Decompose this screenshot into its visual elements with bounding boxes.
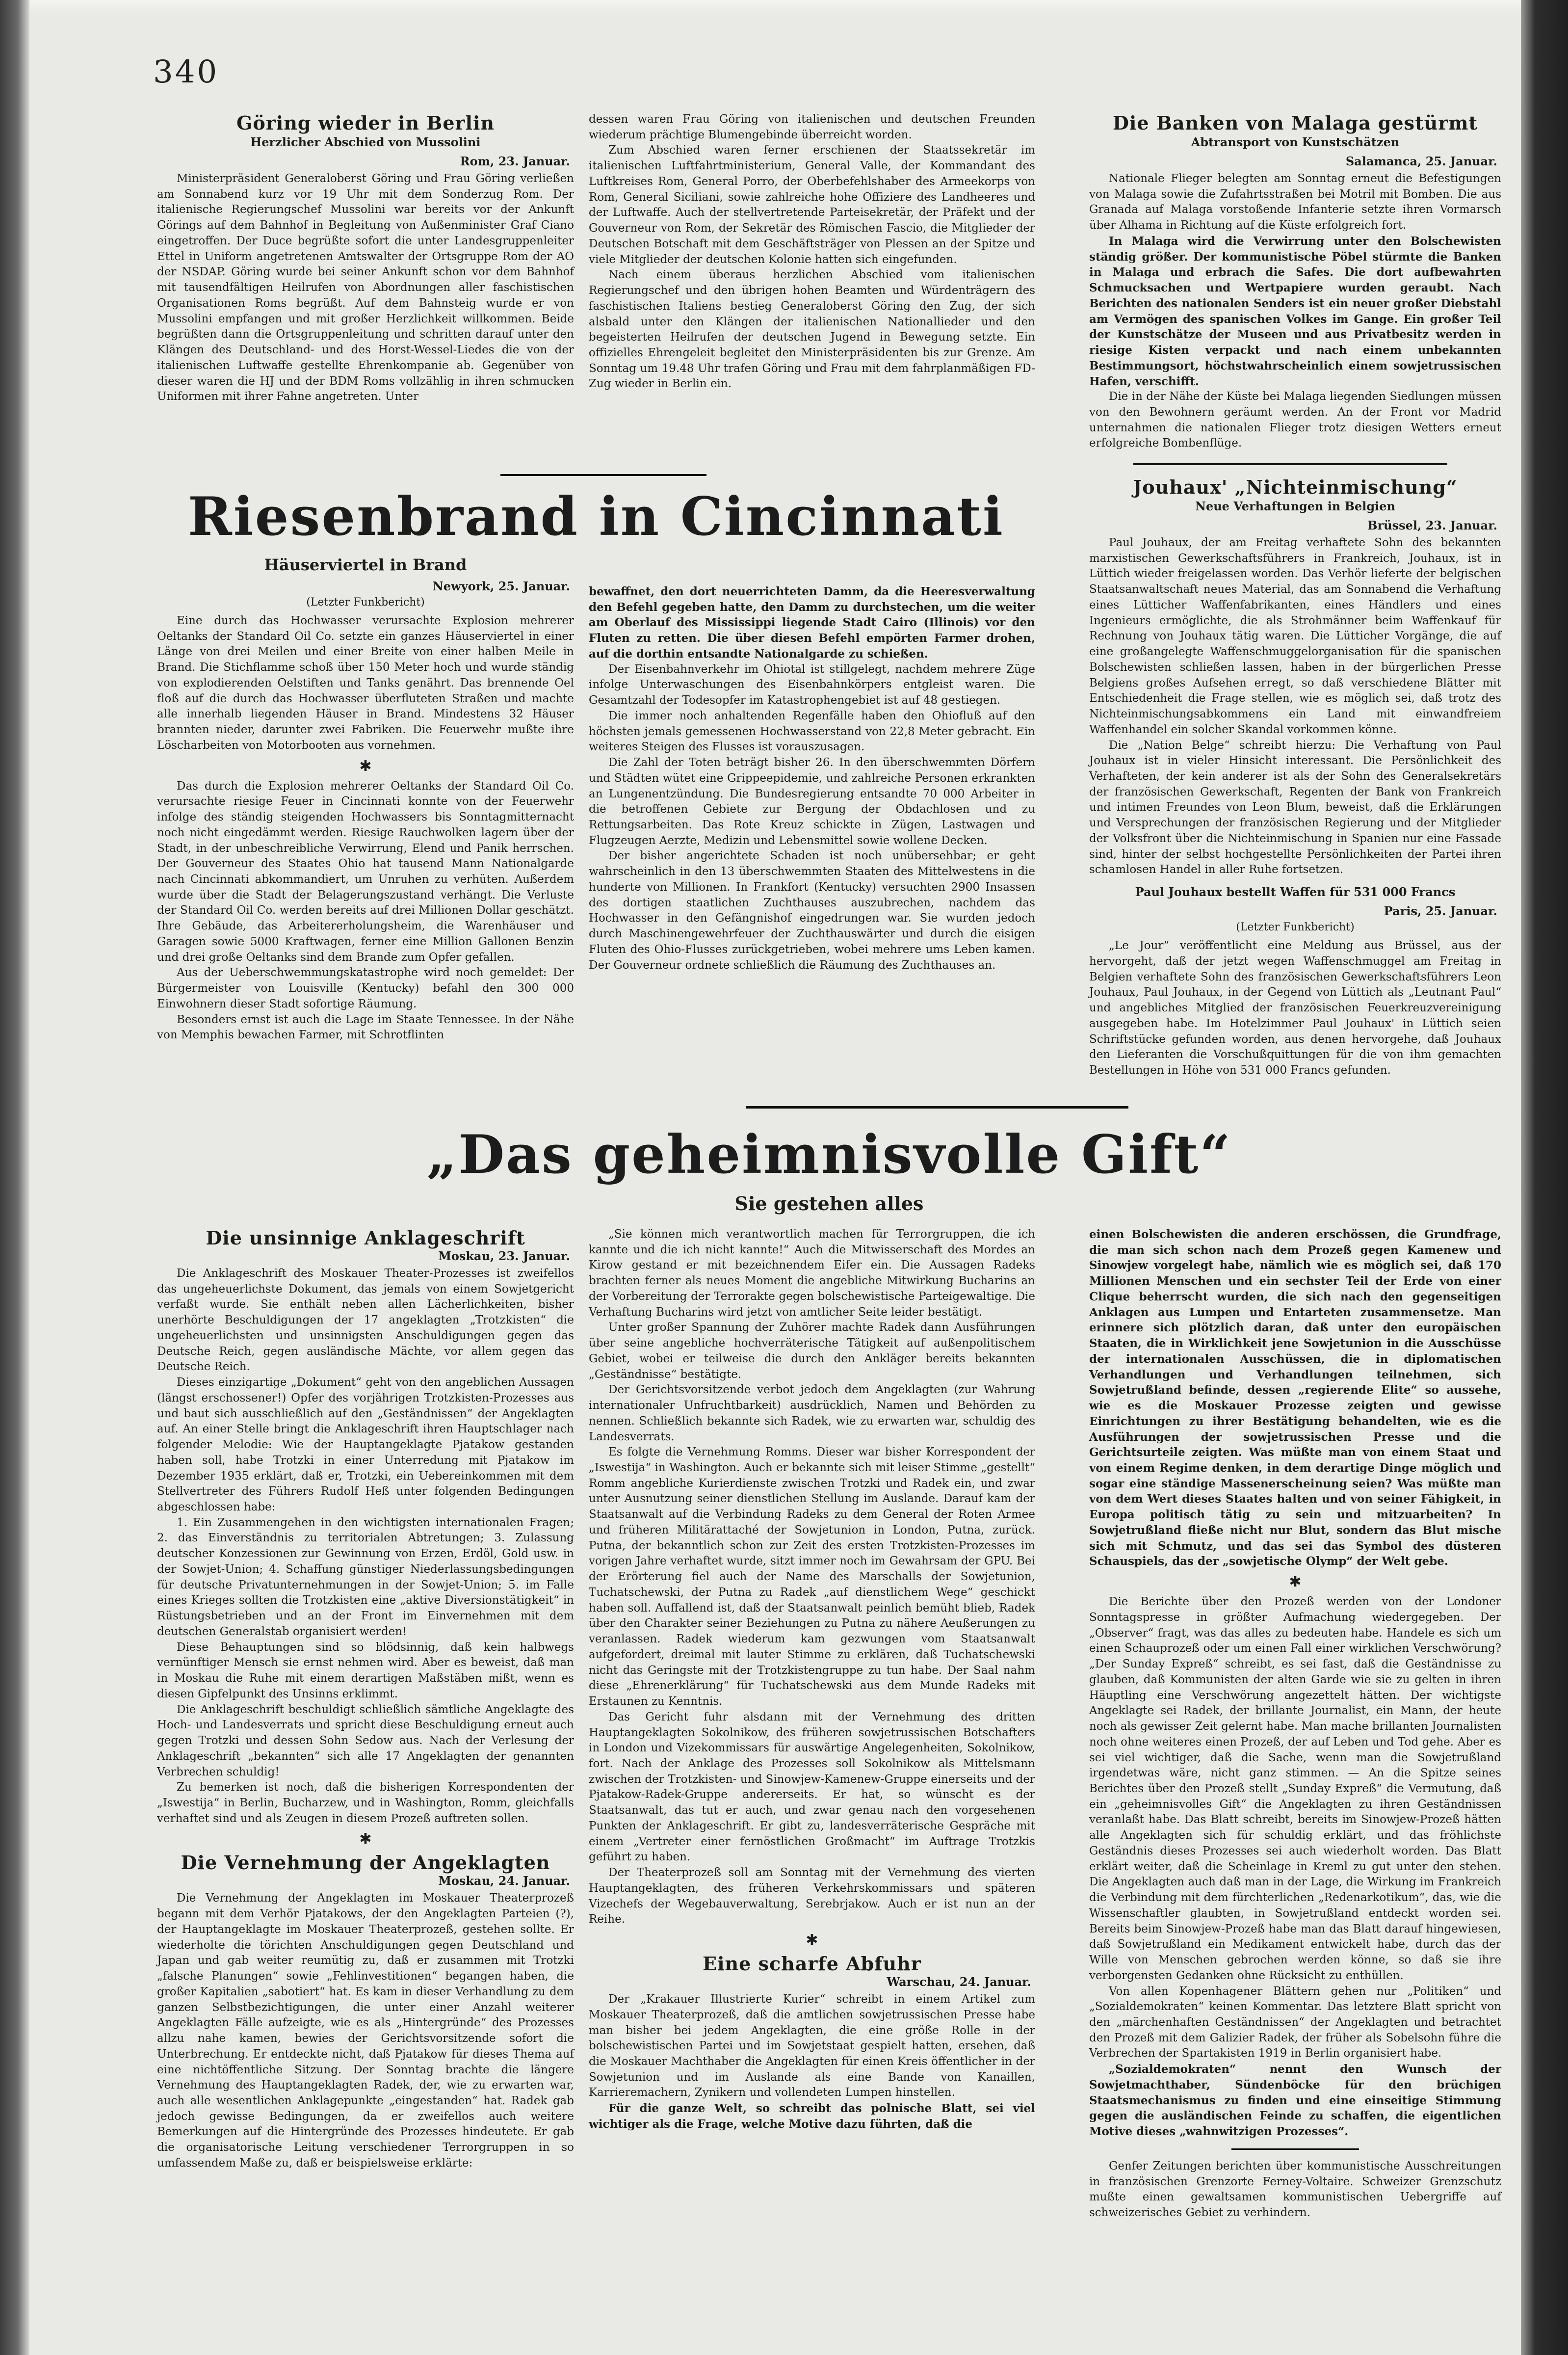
article-paragraph: Die Vernehmung der Angeklagten im Moskauer Theaterprozeß begann mit dem Verhör Pjatakows, der den Angeklagten Parteien (?), der Hauptangeklagte im Moskauer Theaterprozeß, gestehen sollte. Er wiederholte die törichten Anschuldigungen gegen Deutschland und Japan und gab weiter reumütig zu, daß er zusammen mit Trotzki „falsche Planungen“ sowie „Fehlinvestitionen“ begangen haben, die großer Kapitalien „sabotiert“ hat. Es kam in dieser Verhandlung zu dem ganzen Selbstbezichtigungen, die unter einer Anzahl weiterer Angeklagten Fälle aufzeigte, wie es als „Hintergründe“ des Prozesses allzu nahe kamen, bewies der Gerichtsvorsitzende sofort die Unterbrechung. Er entdeckte nicht, daß Pjatakow für dieses Thema auf eine nichtöffentliche Sitzung. Der Sonntag brachte die längere Vernehmung des Hauptangeklagten Radek, der, wie zu erwarten war, auch alle wesentlichen Anklagepunkte „eingestanden“ hat. Radek gab jedoch gewisse Bedingungen, da er zweifellos auch weitere Bemerkungen auf die Hintergründe des Prozesses hindeutete. Er gab die organisatorische Leitung verschiedener Terrorgruppen in so umfassendem Maße zu, daß er beispielsweise erklärte:	[157, 1892, 574, 2170]
article-paragraph: Zum Abschied waren ferner erschienen der Staatssekretär im italienischen Luftfahrtministerium, General Valle, der Kommandant des Luftkreises Rom, General Porro, der Oberbefehlshaber des Armeekorps von Rom, General Siciliani, sowie zahlreiche hohe Offiziere des Landheeres und der Luftwaffe. Auch der stellvertretende Parteisekretär, der Präfekt und der Gouverneur von Rom, der Sekretär des Römischen Fascio, die Mitglieder der Deutschen Botschaft mit dem Geschäftsträger von Plessen an der Spitze und viele Mitglieder der deutschen Kolonie hatten sich eingefunden.	[589, 144, 1035, 266]
article-paragraph: Genfer Zeitungen berichten über kommunistische Ausschreitungen in französischen Grenzorte Ferney-Voltaire. Schweizer Grenzschutz mußte einen gewaltsamen kommunistischen Uebergriffe auf schweizerisches Gebiet zu verhindern.	[1089, 2159, 1501, 2220]
article-paragraph: Der Theaterprozeß soll am Sonntag mit der Vernehmung des vierten Hauptangeklagten, des früheren Verkehrskommissars und späteren Vizechefs der Wegebauverwaltung, Serebrjakow. Auch er ist nun an der Reihe.	[589, 1866, 1035, 1926]
dateline: Warschau, 24. Januar.	[887, 1975, 1031, 1989]
article-paragraph: „Le Jour“ veröffentlicht eine Meldung aus Brüssel, aus der hervorgeht, daß der jetzt wegen Waffenschmuggel am Freitag in Belgien verhaftete Sohn des französischen Gewerkschaftsführers Leon Jouhaux, Paul Jouhaux, in der Gegend von Lüttich als „Leutnant Paul“ und angebliches Mitglied der französischen Feuerkreuzvereinigung ausgegeben habe. Im Hotelzimmer Paul Jouhaux' in Lüttich seien Schriftstücke gefunden worden, aus denen hervorgehe, daß Jouhaux den Lieferanten die Vorschußquittungen für die von ihm gemachten Bestellungen in Höhe von 531 000 Francs gefunden.	[1089, 939, 1501, 1077]
article-paragraph: dessen waren Frau Göring von italienischen und deutschen Freunden wiederum prächtige Blumengebinde überreicht worden.	[589, 113, 1035, 141]
article-paragraph: Der Eisenbahnverkehr im Ohiotal ist stillgelegt, nachdem mehrere Züge infolge Unterwaschungen des Eisenbahnkörpers entgleist waren. Die Gesamtzahl der Todesopfer im Katastrophengebiet ist auf 48 gestiegen.	[589, 662, 1035, 707]
article-paragraph: Paul Jouhaux, der am Freitag verhaftete Sohn des bekannten marxistischen Gewerkschaftsführers in Frankreich, Jouhaux, ist in Lüttich wieder freigelassen worden. Das Verhör lieferte der belgischen Staatsanwaltschaft neues Material, das am Sonnabend die Verhaftung eines Lütticher Waffenfabrikanten, eines Händlers und eines Ingenieurs ermöglichte, die als Strohmänner beim Waffenkauf für Rechnung von Jouhaux tätig waren. Die Lütticher Vorgänge, die auf eine großangelegte Waffenschmuggelorganisation für die spanischen Bolschewisten schließen lassen, haben in der bürgerlichen Presse Belgiens großes Aufsehen erregt, so daß verschiedene Blätter mit Entschiedenheit die Frage stellen, wie es möglich sei, daß trotz des Nichteinmischungsabkommens ein Land mit einwandfreiem Waffenhandel ein solcher Skandal vorkommen könne.	[1089, 536, 1501, 736]
main-headline-cincinnati: Riesenbrand in Cincinnati	[188, 486, 1004, 548]
article-paragraph: Unter großer Spannung der Zuhörer machte Radek dann Ausführungen über seine angebliche hochverräterische Tätigkeit auf außenpolitischem Gebiet, wobei er teilweise die durch den Ankläger bereits bekannten „Geständnisse“ bestätigte.	[589, 1321, 1035, 1381]
article-paragraph: bewaffnet, den dort neuerrichteten Damm, da die Heeresverwaltung den Befehl gegeben hatte, den Damm zu durchstechen, um die weiter am Oberlauf des Mississippi liegende Stadt Cairo (Illinois) vor den Fluten zu retten. Die über diesen Befehl empörten Farmer drohen, auf die dorthin entsandte Nationalgarde zu schießen.	[589, 585, 1035, 661]
article-subheadline: Paul Jouhaux bestellt Waffen für 531 000 Francs	[1135, 885, 1456, 900]
dateline: Paris, 25. Januar.	[1384, 904, 1497, 919]
article-subheadline: Häuserviertel in Brand	[264, 556, 467, 574]
article-paragraph: Besonders ernst ist auch die Lage im Staate Tennessee. In der Nähe von Memphis bewachen Farmer, mit Schrotflinten	[157, 1013, 574, 1042]
article-paragraph: Der bisher angerichtete Schaden ist noch unübersehbar; er geht wahrscheinlich in den 13 überschwemmten Staaten des Mittelwestens in die hunderte von Millionen. In Frankfort (Kentucky) versuchten 2900 Insassen des dortigen staatlichen Zuchthauses auszubrechen, nachdem das Hochwasser in den Gefängnishof eingedrungen war. Sie wurden jedoch durch Maschinengewehrfeuer der Zuchthauswärter und durch die eisigen Fluten des Ohio-Flusses zurückgetrieben, wobei mehrere ums Leben kamen. Der Gouverneur ordnete schließlich die Räumung des Zuchthauses an.	[589, 849, 1035, 972]
scan-border-right	[1521, 0, 1568, 2355]
asterisk-separator: ✱	[1289, 1573, 1302, 1591]
article-paragraph: Die „Nation Belge“ schreibt hierzu: Die Verhaftung von Paul Jouhaux ist in vieler Hinsicht interessant. Die Persönlichkeit des Verhafteten, der kein anderer ist als der Sohn des Generalsekretärs der französischen Gewerkschaft, Regenten der Bank von Frankreich und intimen Freundes von Leon Blum, beweist, daß die Erklärungen und Versprechungen der französischen Regierung und der Mitglieder der Volksfront über die Nichteinmischung in Spanien nur eine Fassade sind, hinter der selbst hochgestellte Persönlichkeiten der Partei ihren schamlosen Handel in aller Ruhe fortsetzen.	[1089, 739, 1501, 876]
asterisk-separator: ✱	[359, 1830, 372, 1848]
article-paragraph: „Sie können mich verantwortlich machen für Terrorgruppen, die ich kannte und die ich nicht kannte!“ Auch die Mitwisserschaft des Mordes an Kirow gestand er mit bezeichnendem Eifer ein. Die Aussagen Radeks brachten ferner als neues Moment die angebliche Mitwirkung Bucharins an der Vorbereitung der Terrorakte gegen bolschewistische Parteigewaltige. Die Verhaftung Bucharins wird jetzt von amtlicher Seite leider bestätigt.	[589, 1228, 1035, 1319]
article-paragraph: Die Anklageschrift des Moskauer Theater-Prozesses ist zweifellos das ungeheuerlichste Dokument, das jemals von einem Sowjetgericht verfaßt wurde. Sie enthält neben allen Lächerlichkeiten, bisher unerhörte Beschuldigungen der 17 angeklagten „Trotzkisten“ die ungeheuerlichsten und unsinnigsten Anschuldigungen gegen das Deutsche Reich, gegen ausländische Mächte, vor allem gegen das Deutsche Reich.	[157, 1267, 574, 1374]
dateline: Newyork, 25. Januar.	[432, 579, 570, 593]
dateline: Moskau, 23. Januar.	[438, 1249, 570, 1263]
article-paragraph: Das Gericht fuhr alsdann mit der Vernehmung des dritten Hauptangeklagten Sokolnikow, des früheren sowjetrussischen Botschafters in London und Vizekommissars für auswärtige Angelegenheiten, Sokolnikow, fort. Nach der Anklage des Prozesses soll Sokolnikow als Mittelsmann zwischen der Trotzkisten- und Sinowjew-Kamenew-Gruppe einerseits und der Pjatakow-Radek-Gruppe andererseits. Er hat, so wünscht es der Staatsanwalt, das tut er auch, und zwar genau nach den vorgesehenen Punkten der Anklageschrift. Er gibt zu, landesverräterische Gespräche mit einem „Vertreter einer fernöstlichen Großmacht“ im Auftrage Trotzkis geführt zu haben.	[589, 1710, 1035, 1864]
article-paragraph: Für die ganze Welt, so schreibt das polnische Blatt, sei viel wichtiger als die Frage, welche Motive dazu führten, daß die	[589, 2102, 1035, 2131]
article-paragraph: Von allen Kopenhagener Blättern gehen nur „Politiken“ und „Sozialdemokraten“ keinen Kommentar. Das letztere Blatt spricht von den „märchenhaften Geständnissen“ der Angeklagten und betrachtet den Prozeß mit dem Galizier Radek, der früher als Sobelsohn führe die Verbrechen der Spartakisten 1919 in Berlin organisiert habe.	[1089, 1985, 1501, 2060]
article-goering	[157, 112, 574, 405]
article-subheadline: Neue Verhaftungen in Belgien	[1195, 499, 1395, 513]
article-gift-middle	[589, 1227, 1035, 2132]
article-paragraph: einen Bolschewisten die anderen erschössen, die Grundfrage, die man sich schon nach dem Prozeß gegen Kamenew und Sinowjew vorgelegt habe, nämlich wie es möglich sei, daß 170 Millionen Menschen und ein sechster Teil der Erde von einer Clique beherrscht wurden, die sich nach den gegenseitigen Anklagen aus Lumpen und Entarteten zusammensetze. Man erinnere sich plötzlich daran, daß unter den europäischen Staaten, die in Wirklichkeit jene Sowjetunion in die Ausschüsse der internationalen Ausschüssen, die in diplomatischen Verhandlungen und Verhandlungen teilnehmen, sich Sowjetrußland befinde, dessen „regierende Elite“ so aussehe, wie es die Moskauer Prozesse zeigten und gewisse Einrichtungen zu ihrer Bestätigung behandelten, wie es die Ausführungen der sowjetrussischen Presse und die Gerichtsurteile zeigten. Was müßte man von einem Staat und von einem Regime denken, in dem derartige Dinge möglich und sogar eine ständige Massenerscheinung seien? Was müßte man von dem Wert dieses Staates halten und von seiner Fähigkeit, in Europa politisch tätig zu sein und mitzuarbeiten? In Sowjetrußland fließe nicht nur Blut, sondern das Blut mische sich mit Schmutz, und das sei das Symbol des düsteren Schauspiels, das der „sowjetische Olymp“ der Welt gebe.	[1089, 1228, 1501, 1568]
article-gift-right	[1089, 1227, 1501, 2221]
dateline: Brüssel, 23. Januar.	[1367, 518, 1497, 532]
article-paragraph: In Malaga wird die Verwirrung unter den Bolschewisten ständig größer. Der kommunistische Pöbel stürmte die Banken in Malaga und erbrach die Safes. Die dort aufbewahrten Schmucksachen und Wertpapiere wurden geraubt. Nach Berichten des nationalen Senders ist ein neuer großer Diebstahl am Vermögen des spanischen Volkes im Gange. Ein großer Teil der Kunstschätze der Museen und aus Privatbesitz werden in riesige Kisten verpackt und nach einem unbekannten Bestimmungsort, höchstwahrscheinlich einem sowjetrussischen Hafen, verschifft.	[1089, 234, 1501, 388]
asterisk-separator: ✱	[359, 757, 372, 775]
article-paragraph: Ministerpräsident Generaloberst Göring und Frau Göring verließen am Sonnabend kurz vor 19 Uhr mit dem Sonderzug Rom. Der italienische Regierungschef Mussolini war bereits vor der Ankunft Görings auf dem Bahnhof in Begleitung von Außenminister Graf Ciano eingetroffen. Der Duce begrüßte sofort die unter Landesgruppenleiter Ettel in Uniform angetretenen Amtswalter der Ortsgruppe Rom der AO der NSDAP. Göring wurde bei seiner Ankunft schon vor dem Bahnhof mit tausendfältigen Heilrufen von Abordnungen aller faschistischen Organisationen Roms begrüßt. Auf dem Bahnsteig wurde er von Mussolini empfangen und mit großer Herzlichkeit willkommen. Beide begrüßten dann die Ortsgruppenleitung und schritten darauf unter den Klängen des Deutschland- und des Horst-Wessel-Liedes die von der italienischen Luftwaffe gestellte Ehrenkompanie ab. Gegenüber von dieser waren die HJ und der BDM Roms vollzählig in ihren schmucken Uniformen mit ihrer Fahne angetreten. Unter	[157, 172, 574, 403]
dateline: Salamanca, 25. Januar.	[1345, 154, 1497, 168]
section-divider	[1231, 2148, 1359, 2150]
article-subheadline: Herzlicher Abschied von Mussolini	[250, 135, 481, 149]
article-paragraph: „Sozialdemokraten“ nennt den Wunsch der Sowjetmachthaber, Sündenböcke für den brüchigen Staatsmechanismus zu finden und eine einseitige Stimmung gegen die ausländischen Feinde zu schaffen, die eigentlichen Motive dieses „wahnwitzigen Prozesses“.	[1089, 2063, 1501, 2139]
article-paragraph: Diese Behauptungen sind so blödsinnig, daß kein halbwegs vernünftiger Mensch sie ernst nehmen wird. Aber es beweist, daß man in Moskau die Ruhe mit einem derartigen Maßstäben mißt, wenn es diesen Gipfelpunkt des Unsinns erklimmt.	[157, 1641, 574, 1700]
asterisk-separator: ✱	[806, 1932, 818, 1949]
article-paragraph: Der Gerichtsvorsitzende verbot jedoch dem Angeklagten (zur Wahrung internationaler Unfruchtbarkeit) ausdrücklich, Namen und Behörden zu nennen. Schließlich bekannte sich Radek, wie zu erwarten war, schuldig des Landesverrats.	[589, 1383, 1035, 1443]
article-headline: Die Banken von Malaga gestürmt	[1112, 112, 1478, 134]
news-credit: (Letzter Funkbericht)	[306, 596, 425, 609]
article-paragraph: Das durch die Explosion mehrerer Oeltanks der Standard Oil Co. verursachte riesige Feuer in Cincinnati konnte von der Feuerwehr infolge des ständig steigenden Hochwassers bis Sonntagmitternacht noch nicht eingedämmt werden. Riesige Rauchwolken lagern über der Stadt, in der unbeschreibliche Verwirrung, Elend und Panik herrschen. Der Gouverneur des Staates Ohio hat tausend Mann Nationalgarde nach Cincinnati abkommandiert, um Unruhen zu verhüten. Außerdem wurde über die Stadt der Belagerungszustand verhängt. Die Verluste der Standard Oil Co. werden bereits auf drei Millionen Dollar geschätzt. Ihre Gebäude, das Arbeitererholungsheim, die Warenhäuser und Garagen sowie 5000 Kraftwagen, ferner eine Million Gallonen Benzin und drei große Oeltanks sind dem Brande zum Opfer gefallen.	[157, 779, 574, 964]
dateline: Moskau, 24. Januar.	[438, 1874, 570, 1888]
news-credit: (Letzter Funkbericht)	[1236, 921, 1355, 934]
article-headline: Göring wieder in Berlin	[236, 112, 495, 134]
article-paragraph: Der „Krakauer Illustrierte Kurier“ schreibt in einem Artikel zum Moskauer Theaterprozeß, daß die amtlichen sowjetrussischen Presse habe man bisher bei jedem Angeklagten, die eine größe Rolle in der bolschewistischen Partei und im Sowjetstaat gespielt hatten, ersehen, daß die Moskauer Machthaber die Angeklagten für einen Kreis öffentlicher in der Sowjetunion und im Auslande als eine Bande von Kanaillen, Karrieremachern, Zynikern und vollendeten Lumpen hinstellen.	[589, 1993, 1035, 2099]
section-divider	[500, 474, 706, 476]
page-number: 340	[153, 54, 219, 90]
article-subheadline: Abtransport von Kunstschätzen	[1191, 135, 1400, 149]
article-paragraph: Die Berichte über den Prozeß werden von der Londoner Sonntagspresse in größter Aufmachung wiedergegeben. Der „Observer“ fragt, was das alles zu bedeuten habe. Handele es sich um einen Schauprozeß oder um einen Fall einer wirklichen Verschwörung? „Der Sunday Expreß“ schreibt, es sei fast, daß die Geständnisse zu glauben, daß Kommunisten der alten Garde wie sie zu gelten in ihren Häuptling eine Verschwörung angezettelt hätten. Der wichtigste Angeklagte sei Radek, der brillante Journalist, ein Mann, der heute noch als gewisser Zeit gelernt habe. Man mache brillanten Journalisten noch ohne weiteres einen Prozeß, der auf Leben und Tod gehe. Aber es sei viel wichtiger, daß die Sache, wenn man die Sowjetrußland irgendetwas wäre, nicht ganz stimmen. — An die Spitze seines Berichtes über den Prozeß stellt „Sunday Expreß“ die Vermutung, daß ein „geheimnisvolles Gift“ die Angeklagten zu ihren Geständnissen veranlaßt habe. Das Blatt schreibt, bereits im Sinowjew-Prozeß hätten alle Angeklagten sich für schuldig erklärt, und das fröhlichste Geständnis dieses Prozesses sei auch wiederholt worden. Das Blatt erklärt weiter, daß die Scheinlage in Kreml zu gut unter den stehen. Die Angeklagten auch daß man in der Lage, die Wirkung im Frankreich die Verbindung mit dem fürchterlichen „Redenarkotikum“, das, wie die Wissenschaftler glaubten, in Sowjetrußland entdeckt worden sei. Bereits beim Sinowjew-Prozeß habe man das Blatt darauf hingewiesen, daß Sowjetrußland ein Medikament entwickelt habe, durch das der Wille von Menschen gebrochen werden könne, so daß sie ihre verborgensten Gedanken ohne Rücksicht zu enthüllen.	[1089, 1595, 1501, 1982]
article-paragraph: Nach einem überaus herzlichen Abschied vom italienischen Regierungschef und den übrigen hohen Beamten und Würdenträgern des faschistischen Italiens bestieg Generaloberst Göring den Zug, der sich alsbald unter den Klängen der italienischen Nationallieder und den begeisterten Heilrufen der deutschen Jugend in Bewegung setzte. Ein offizielles Ehrengeleit begleitet den Ministerpräsidenten bis zur Grenze. Am Sonntag um 19.48 Uhr trafen Göring und Frau mit dem fahrplanmäßigen FD-Zug wieder in Berlin ein.	[589, 268, 1035, 391]
article-paragraph: Nationale Flieger belegten am Sonntag erneut die Befestigungen von Malaga sowie die Zufahrtsstraßen bei Motril mit Bomben. Die aus Granada auf Malaga vorstoßende Infanterie setzte ihren Vormarsch über Alhama in Richtung auf die Küste erfolgreich fort.	[1089, 172, 1501, 232]
article-cincinnati	[157, 555, 574, 1043]
article-paragraph: Dieses einzigartige „Dokument“ geht von den angeblichen Aussagen (längst erschossener!) Opfer des vorjährigen Trotzkisten-Prozesses aus und baut sich ausschließlich auf den „Geständnissen“ der Angeklagten auf. An einer Stelle bringt die Anklageschrift ihren Hauptschlager nach folgender Melodie: Wie der Hauptangeklagte Pjatakow gestanden haben soll, habe Trotzki in einer Unterredung mit Pjatakow im Dezember 1935 erklärt, daß er, Trotzki, ein Uebereinkommen mit dem Stellvertreter des Führers Rudolf Heß unter folgenden Bedingungen abgeschlossen habe:	[157, 1376, 574, 1514]
dateline: Rom, 23. Januar.	[460, 154, 570, 168]
article-anklageschrift	[157, 1227, 574, 2171]
article-paragraph: Es folgte die Vernehmung Romms. Dieser war bisher Korrespondent der „Iswestija“ in Washington. Auch er bekannte sich mit leiser Stimme „gestellt“ Romm angebliche Kurierdienste zwischen Trotzki und Radek ein, und zwar unter Ausnutzung seiner dienstlichen Stellung im Auslande. Darauf kam der Staatsanwalt auf die Verbindung Radeks zu dem General der Roten Armee und früheren Militärattaché der Sowjetunion in London, Putna, zurück. Putna, der bekanntlich schon zur Zeit des ersten Trotzkisten-Prozesses im vorigen Jahre verhaftet wurde, sitzt immer noch im Gewahrsam der GPU. Bei der Erörterung fiel auch der Name des Marschalls der Sowjetunion, Tuchatschewski, der Putna zu Radek „auf dienstlichem Wege“ geschickt haben soll. Auffallend ist, daß der Staatsanwalt peinlich bemüht blieb, Radek über den Charakter seiner Beziehungen zu Putna zu nähere Aeußerungen zu veranlassen. Radek wiederum kam gezwungen vom Staatsanwalt aufgefordert, dreimal mit lauter Stimme zu erklären, daß Tuchatschewski nicht das Geringste mit der Trotzkistengruppe zu tun habe. Der Saal nahm diese „Ehrenerklärung“ für Tuchatschewski aus dem Munde Radeks mit Erstaunen zu Kenntnis.	[589, 1446, 1035, 1708]
article-headline: Eine scharfe Abfuhr	[703, 1953, 921, 1975]
article-headline: Jouhaux' „Nichteinmischung“	[1133, 476, 1458, 498]
article-headline: Die Vernehmung der Angeklagten	[181, 1852, 550, 1874]
article-jouhaux	[1089, 476, 1501, 1079]
article-headline: Die unsinnige Anklageschrift	[206, 1227, 525, 1249]
article-paragraph: Zu bemerken ist noch, daß die bisherigen Korrespondenten der „Iswestija“ in Berlin, Bucharzew, und in Washington, Romm, gleichfalls verhaftet sind und als Zeugen in diesem Prozeß auftreten sollen.	[157, 1781, 574, 1825]
main-headline-gift: „Das geheimnisvolle Gift“	[426, 1124, 1232, 1186]
section-divider	[746, 1106, 1128, 1109]
article-cincinnati-continued	[589, 584, 1035, 973]
article-paragraph: Die Zahl der Toten beträgt bisher 26. In den überschwemmten Dörfern und Städten wütet eine Grippeepidemie, und zahlreiche Personen erkrankten an Lungenentzündung. Die Bundesregierung entsandte 70 000 Arbeiter in die betroffenen Gebiete zur Bergung der Obdachlosen und zu Rettungsarbeiten. Das Rote Kreuz schickte in Zügen, Lastwagen und Flugzeugen Aerzte, Medizin und Lebensmittel sowie wollene Decken.	[589, 756, 1035, 847]
article-goering-continued	[589, 112, 1035, 392]
article-paragraph: Die in der Nähe der Küste bei Malaga liegenden Siedlungen müssen von den Bewohnern geräumt werden. An der Front vor Madrid unternahmen die nationalen Flieger trotz diesigen Wetters erneut erfolgreiche Bombenflüge.	[1089, 390, 1501, 450]
scan-border-top	[29, 0, 1521, 14]
article-paragraph: Die Anklageschrift beschuldigt schließlich sämtliche Angeklagte des Hoch- und Landesverrats und spricht diese Beschuldigung erneut auch gegen Trotzki und dessen Sohn Sedow aus. Nach der Verlesung der Anklageschrift „bekannten“ sich alle 17 Angeklagten der genannten Verbrechen schuldig!	[157, 1703, 574, 1778]
article-malaga	[1089, 112, 1501, 451]
article-paragraph: Eine durch das Hochwasser verursachte Explosion mehrerer Oeltanks der Standard Oil Co. setzte ein ganzes Häuserviertel in einer Länge von drei Meilen und einer Breite von einer halben Meile in Brand. Die Stichflamme schoß über 150 Meter hoch und wurde ständig von explodierenden Oelstiften und Tanks genährt. Das brennende Oel floß auf die durch das Hochwasser überfluteten Straßen und machte alle innerhalb liegenden Häuser in Brand. Mindestens 32 Häuser brannten nieder, darunter zwei Fabriken. Die Feuerwehr mußte ihre Löscharbeiten von Motorbooten aus vornehmen.	[157, 614, 574, 752]
article-paragraph: Aus der Ueberschwemmungskatastrophe wird noch gemeldet: Der Bürgermeister von Louisville (Kentucky) befahl den 300 000 Einwohnern dieser Stadt sofortige Räumung.	[157, 966, 574, 1010]
scan-border-left	[0, 0, 29, 2355]
article-paragraph: Die immer noch anhaltenden Regenfälle haben den Ohiofluß auf den höchsten jemals gemessenen Hochwasserstand von 22,8 Meter gebracht. Ein weiteres Steigen des Flusses ist vorauszusagen.	[589, 709, 1035, 754]
section-divider	[1133, 463, 1447, 465]
article-paragraph: 1. Ein Zusammengehen in den wichtigsten internationalen Fragen; 2. das Einverständnis zu territorialen Abtretungen; 3. Zulassung deutscher Konzessionen zur Gewinnung von Erzen, Erdöl, Gold usw. in der Sowjet-Union; 4. Schaffung günstiger Niederlassungsbedingungen für deutsche Privatunternehmungen in der Sowjet-Union; 5. im Falle eines Krieges sollten die Trotzkisten eine „aktive Diversionstätigkeit“ in Rüstungsbetrieben und an der Front im Einvernehmen mit dem deutschen Generalstab organisiert werden!	[157, 1516, 574, 1638]
main-subheadline-gift: Sie gestehen alles	[734, 1192, 924, 1215]
